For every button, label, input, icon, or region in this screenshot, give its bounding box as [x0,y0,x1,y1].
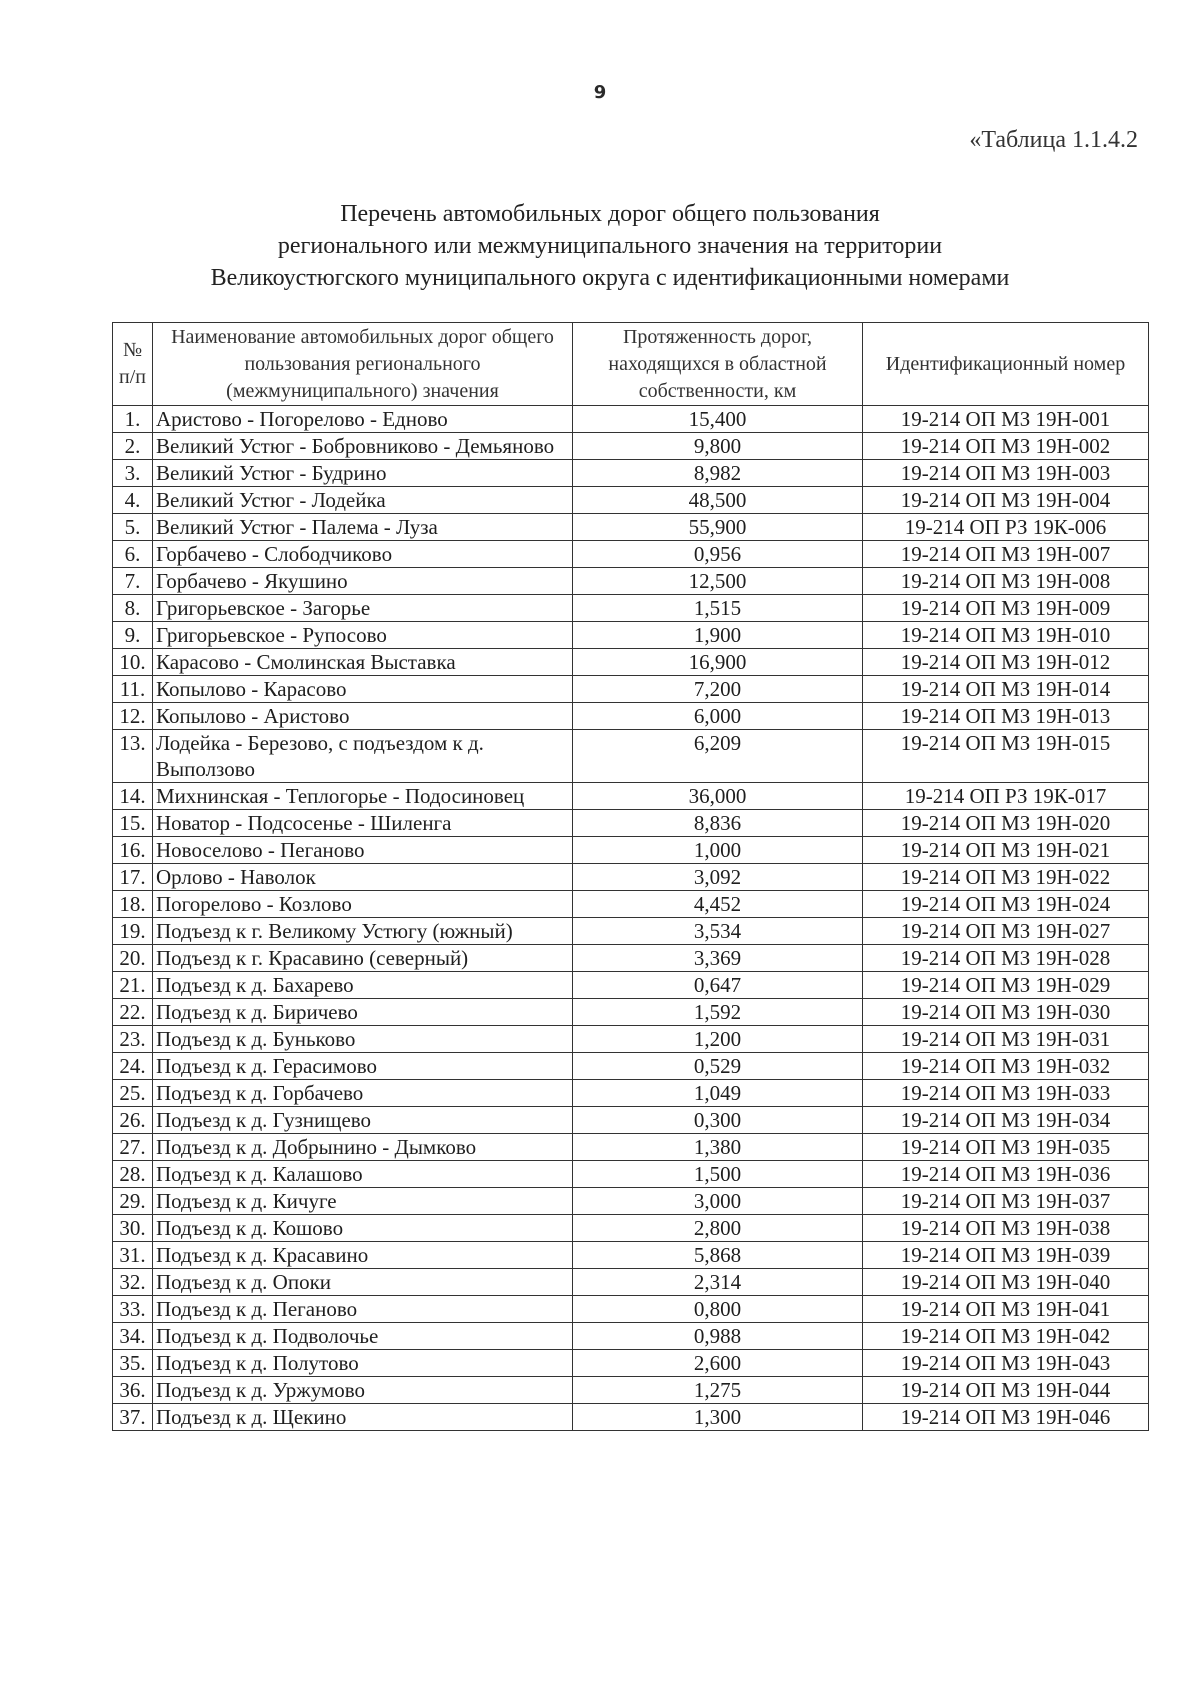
road-name-cell: Орлово - Наволок [153,864,573,891]
road-length-cell: 0,800 [573,1296,863,1323]
row-number-cell: 23. [113,1026,153,1053]
row-number-cell: 22. [113,999,153,1026]
road-name-cell: Подъезд к д. Щекино [153,1404,573,1431]
row-number-cell: 6. [113,541,153,568]
road-length-cell: 8,836 [573,810,863,837]
row-number-cell: 3. [113,460,153,487]
row-number-cell: 27. [113,1134,153,1161]
road-ident-cell: 19-214 ОП МЗ 19Н-032 [863,1053,1149,1080]
road-name-cell: Григорьевское - Рупосово [153,622,573,649]
row-number-cell: 33. [113,1296,153,1323]
road-length-cell: 48,500 [573,487,863,514]
road-ident-cell: 19-214 ОП МЗ 19Н-044 [863,1377,1149,1404]
road-length-cell: 3,092 [573,864,863,891]
road-ident-cell: 19-214 ОП МЗ 19Н-046 [863,1404,1149,1431]
table-row [113,1134,1149,1161]
road-name-cell: Подъезд к д. Уржумово [153,1377,573,1404]
road-name-cell: Подъезд к д. Подволочье [153,1323,573,1350]
road-ident-cell: 19-214 ОП МЗ 19Н-004 [863,487,1149,514]
row-number-cell: 7. [113,568,153,595]
road-name-cell: Подъезд к г. Великому Устюгу (южный) [153,918,573,945]
table-row [113,703,1149,730]
road-name-cell: Подъезд к д. Полутово [153,1350,573,1377]
road-name-cell: Михнинская - Теплогорье - Подосиновец [153,783,573,810]
table-header-row [113,323,1149,406]
road-ident-cell: 19-214 ОП МЗ 19Н-022 [863,864,1149,891]
road-name-cell: Погорелово - Козлово [153,891,573,918]
table-row [113,918,1149,945]
road-name-cell: Подъезд к д. Биричево [153,999,573,1026]
row-number-cell: 36. [113,1377,153,1404]
row-number-cell: 2. [113,433,153,460]
road-length-cell: 6,000 [573,703,863,730]
road-length-cell: 1,515 [573,595,863,622]
road-ident-cell: 19-214 ОП МЗ 19Н-042 [863,1323,1149,1350]
road-name-cell: Горбачево - Слободчиково [153,541,573,568]
road-length-cell: 55,900 [573,514,863,541]
table-row [113,541,1149,568]
table-row [113,810,1149,837]
road-ident-cell: 19-214 ОП МЗ 19Н-009 [863,595,1149,622]
road-length-cell: 1,500 [573,1161,863,1188]
row-number-cell: 9. [113,622,153,649]
road-length-cell: 9,800 [573,433,863,460]
road-ident-cell: 19-214 ОП МЗ 19Н-033 [863,1080,1149,1107]
table-label: «Таблица 1.1.4.2 [969,127,1138,153]
road-name-cell: Подъезд к д. Пеганово [153,1296,573,1323]
road-ident-cell: 19-214 ОП МЗ 19Н-037 [863,1188,1149,1215]
road-ident-cell: 19-214 ОП МЗ 19Н-015 [863,730,1149,783]
road-ident-cell: 19-214 ОП МЗ 19Н-028 [863,945,1149,972]
road-length-cell: 1,200 [573,1026,863,1053]
row-number-cell: 18. [113,891,153,918]
road-length-cell: 15,400 [573,406,863,433]
road-length-cell: 16,900 [573,649,863,676]
row-number-cell: 34. [113,1323,153,1350]
road-name-cell: Подъезд к д. Горбачево [153,1080,573,1107]
road-name-cell: Карасово - Смолинская Выставка [153,649,573,676]
roads-table [112,322,1149,1431]
table-row [113,972,1149,999]
table-row [113,406,1149,433]
table-row [113,730,1149,783]
road-name-cell: Подъезд к д. Буньково [153,1026,573,1053]
table-body [113,406,1149,1431]
row-number-cell: 10. [113,649,153,676]
table-row [113,1323,1149,1350]
road-length-cell: 0,988 [573,1323,863,1350]
road-name-cell: Лодейка - Березово, с подъездом к д. Выползово [153,730,573,783]
road-name-cell: Подъезд к г. Красавино (северный) [153,945,573,972]
road-length-cell: 1,900 [573,622,863,649]
row-number-cell: 17. [113,864,153,891]
table-row [113,460,1149,487]
table-row [113,1242,1149,1269]
row-number-cell: 15. [113,810,153,837]
road-length-cell: 2,314 [573,1269,863,1296]
road-ident-cell: 19-214 ОП МЗ 19Н-021 [863,837,1149,864]
table-row [113,1188,1149,1215]
table-row [113,514,1149,541]
road-ident-cell: 19-214 ОП МЗ 19Н-001 [863,406,1149,433]
road-ident-cell: 19-214 ОП МЗ 19Н-038 [863,1215,1149,1242]
row-number-cell: 11. [113,676,153,703]
road-length-cell: 0,647 [573,972,863,999]
road-name-cell: Великий Устюг - Палема - Луза [153,514,573,541]
table-row [113,433,1149,460]
row-number-cell: 1. [113,406,153,433]
road-name-cell: Подъезд к д. Калашово [153,1161,573,1188]
table-row [113,1026,1149,1053]
road-name-cell: Григорьевское - Загорье [153,595,573,622]
table-row [113,783,1149,810]
road-ident-cell: 19-214 ОП МЗ 19Н-034 [863,1107,1149,1134]
road-ident-cell: 19-214 ОП МЗ 19Н-024 [863,891,1149,918]
row-number-cell: 16. [113,837,153,864]
road-length-cell: 1,000 [573,837,863,864]
road-name-cell: Великий Устюг - Лодейка [153,487,573,514]
table-row [113,945,1149,972]
road-name-cell: Подъезд к д. Гузнищево [153,1107,573,1134]
road-name-cell: Подъезд к д. Добрынино - Дымково [153,1134,573,1161]
road-ident-cell: 19-214 ОП МЗ 19Н-027 [863,918,1149,945]
road-ident-cell: 19-214 ОП МЗ 19Н-012 [863,649,1149,676]
row-number-cell: 35. [113,1350,153,1377]
road-ident-cell: 19-214 ОП МЗ 19Н-039 [863,1242,1149,1269]
road-length-cell: 1,592 [573,999,863,1026]
road-ident-cell: 19-214 ОП МЗ 19Н-030 [863,999,1149,1026]
road-ident-cell: 19-214 ОП МЗ 19Н-003 [863,460,1149,487]
road-name-cell: Копылово - Аристово [153,703,573,730]
row-number-cell: 31. [113,1242,153,1269]
road-name-cell: Горбачево - Якушино [153,568,573,595]
road-name-cell: Великий Устюг - Бобровниково - Демьяново [153,433,573,460]
table-row [113,837,1149,864]
road-length-cell: 1,275 [573,1377,863,1404]
row-number-cell: 26. [113,1107,153,1134]
road-name-cell: Новоселово - Пеганово [153,837,573,864]
road-ident-cell: 19-214 ОП МЗ 19Н-035 [863,1134,1149,1161]
road-length-cell: 1,049 [573,1080,863,1107]
road-length-cell: 6,209 [573,730,863,783]
table-row [113,568,1149,595]
row-number-cell: 37. [113,1404,153,1431]
road-ident-cell: 19-214 ОП МЗ 19Н-031 [863,1026,1149,1053]
road-name-cell: Подъезд к д. Герасимово [153,1053,573,1080]
title-line: регионального или межмуниципального значения на территории [277,233,943,259]
road-name-cell: Подъезд к д. Красавино [153,1242,573,1269]
road-length-cell: 1,300 [573,1404,863,1431]
road-length-cell: 0,956 [573,541,863,568]
road-length-cell: 12,500 [573,568,863,595]
column-header-name: Наименование автомобильных дорог общего пользования регионального (межмуниципального) значения [153,323,573,406]
row-number-cell: 30. [113,1215,153,1242]
road-length-cell: 0,300 [573,1107,863,1134]
column-header-ident: Идентификационный номер [863,323,1149,406]
road-length-cell: 36,000 [573,783,863,810]
table-row [113,1404,1149,1431]
road-length-cell: 2,600 [573,1350,863,1377]
road-ident-cell: 19-214 ОП МЗ 19Н-043 [863,1350,1149,1377]
road-length-cell: 3,000 [573,1188,863,1215]
column-header-length: Протяженность дорог, находящихся в областной собственности, км [573,323,863,406]
road-ident-cell: 19-214 ОП МЗ 19Н-008 [863,568,1149,595]
table-row [113,1296,1149,1323]
table-row [113,864,1149,891]
road-length-cell: 5,868 [573,1242,863,1269]
table-row [113,487,1149,514]
table-row [113,1107,1149,1134]
title-line: Перечень автомобильных дорог общего пользования [340,201,880,227]
road-length-cell: 2,800 [573,1215,863,1242]
row-number-cell: 5. [113,514,153,541]
title-line: Великоустюгского муниципального округа с идентификационными номерами [210,265,1010,291]
road-ident-cell: 19-214 ОП МЗ 19Н-014 [863,676,1149,703]
road-ident-cell: 19-214 ОП МЗ 19Н-007 [863,541,1149,568]
row-number-cell: 28. [113,1161,153,1188]
road-length-cell: 3,534 [573,918,863,945]
table-row [113,1377,1149,1404]
road-name-cell: Подъезд к д. Опоки [153,1269,573,1296]
road-length-cell: 8,982 [573,460,863,487]
page-number: 9 [593,82,607,103]
road-ident-cell: 19-214 ОП МЗ 19Н-036 [863,1161,1149,1188]
table-row [113,1215,1149,1242]
table-row [113,1269,1149,1296]
row-number-cell: 12. [113,703,153,730]
road-ident-cell: 19-214 ОП МЗ 19Н-041 [863,1296,1149,1323]
road-ident-cell: 19-214 ОП МЗ 19Н-040 [863,1269,1149,1296]
road-name-cell: Подъезд к д. Кичуге [153,1188,573,1215]
table-row [113,595,1149,622]
road-name-cell: Новатор - Подсосенье - Шиленга [153,810,573,837]
road-length-cell: 0,529 [573,1053,863,1080]
road-length-cell: 7,200 [573,676,863,703]
table-row [113,1161,1149,1188]
table-row [113,891,1149,918]
table-row [113,1350,1149,1377]
row-number-cell: 14. [113,783,153,810]
road-ident-cell: 19-214 ОП МЗ 19Н-029 [863,972,1149,999]
road-length-cell: 1,380 [573,1134,863,1161]
table-row [113,622,1149,649]
road-name-cell: Подъезд к д. Кошово [153,1215,573,1242]
row-number-cell: 8. [113,595,153,622]
road-name-cell: Подъезд к д. Бахарево [153,972,573,999]
road-length-cell: 4,452 [573,891,863,918]
road-ident-cell: 19-214 ОП МЗ 19Н-013 [863,703,1149,730]
road-ident-cell: 19-214 ОП МЗ 19Н-010 [863,622,1149,649]
table-row [113,999,1149,1026]
row-number-cell: 32. [113,1269,153,1296]
row-number-cell: 29. [113,1188,153,1215]
document-title [110,198,1110,294]
row-number-cell: 19. [113,918,153,945]
road-ident-cell: 19-214 ОП МЗ 19Н-002 [863,433,1149,460]
road-ident-cell: 19-214 ОП РЗ 19К-017 [863,783,1149,810]
column-header-num: № п/п [113,323,153,406]
table-row [113,649,1149,676]
row-number-cell: 4. [113,487,153,514]
row-number-cell: 13. [113,730,153,783]
road-length-cell: 3,369 [573,945,863,972]
road-name-cell: Великий Устюг - Будрино [153,460,573,487]
row-number-cell: 20. [113,945,153,972]
table-row [113,1053,1149,1080]
table-row [113,676,1149,703]
road-name-cell: Копылово - Карасово [153,676,573,703]
road-ident-cell: 19-214 ОП МЗ 19Н-020 [863,810,1149,837]
row-number-cell: 21. [113,972,153,999]
road-ident-cell: 19-214 ОП РЗ 19К-006 [863,514,1149,541]
row-number-cell: 24. [113,1053,153,1080]
road-name-cell: Аристово - Погорелово - Едново [153,406,573,433]
table-row [113,1080,1149,1107]
row-number-cell: 25. [113,1080,153,1107]
